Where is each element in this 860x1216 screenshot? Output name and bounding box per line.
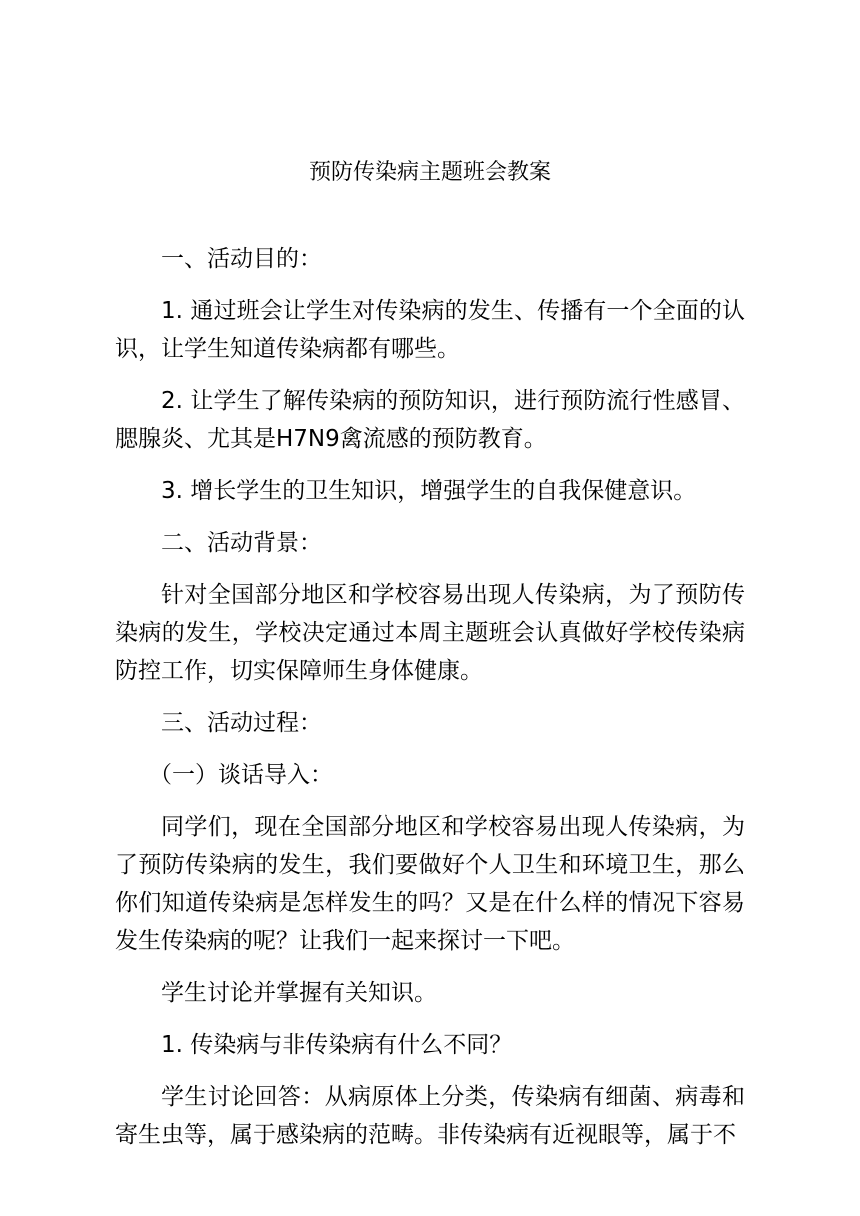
purpose-item-2: 2. 让学生了解传染病的预防知识，进行预防流行性感冒、腮腺炎、尤其是H7N9禽流感的预防教育。 <box>115 388 745 452</box>
section-heading-purpose: 一、活动目的： <box>161 246 322 272</box>
section-heading-process: 三、活动过程： <box>161 710 322 736</box>
discussion-note: 学生讨论并掌握有关知识。 <box>161 980 437 1006</box>
background-paragraph: 针对全国部分地区和学校容易出现人传染病，为了预防传染病的发生，学校决定通过本周主题班会认真做好学校传染病防控工作，切实保障师生身体健康。 <box>115 582 745 684</box>
purpose-item-3: 3. 增长学生的卫生知识，增强学生的自我保健意识。 <box>161 478 697 504</box>
document-body <box>115 240 745 1168</box>
subsection-heading-intro: （一）谈话导入： <box>149 762 333 788</box>
purpose-item-1: 1. 通过班会让学生对传染病的发生、传播有一个全面的认识，让学生知道传染病都有哪些。 <box>115 298 745 362</box>
question-1: 1. 传染病与非传染病有什么不同？ <box>161 1032 513 1058</box>
intro-paragraph: 同学们，现在全国部分地区和学校容易出现人传染病，为了预防传染病的发生，我们要做好个人卫生和环境卫生，那么你们知道传染病是怎样发生的吗？又是在什么样的情况下容易发生传染病的呢？让我们一起来探讨一下吧。 <box>115 814 745 954</box>
document-title: 预防传染病主题班会教案 <box>308 160 551 185</box>
section-heading-background: 二、活动背景： <box>161 530 322 556</box>
answer-1: 学生讨论回答：从病原体上分类，传染病有细菌、病毒和寄生虫等，属于感染病的范畴。非传染病有近视眼等，属于不 <box>115 1084 745 1148</box>
